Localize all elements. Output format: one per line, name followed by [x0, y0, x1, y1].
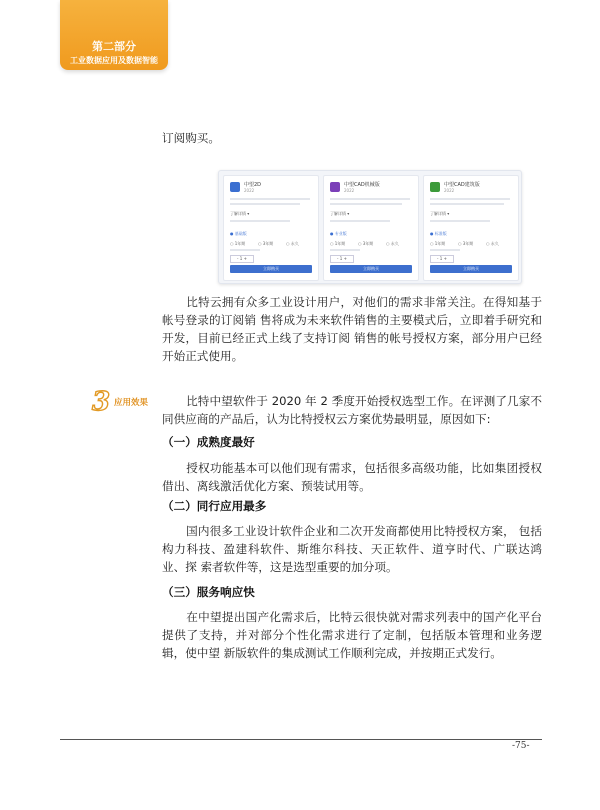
- section-part-title: 第二部分: [92, 40, 136, 53]
- adoption-text: 国内很多工业设计软件企业和二次开发商都使用比特授权方案， 包括构力科技、盈建科软件、斯维尔科技、天正软件、道亨时代、广联达鸿业、探 索者软件等，这是选型重要的加分项。: [162, 524, 542, 574]
- subheading-maturity: （一）成熟度最好: [162, 435, 255, 449]
- term-option[interactable]: ○ 1年期: [330, 241, 346, 246]
- subheading-service: （三）服务响应快: [162, 585, 255, 599]
- edition-tag[interactable]: ● 专业版: [330, 231, 347, 236]
- product-logo-icon: [330, 182, 340, 192]
- description-line: [430, 249, 460, 251]
- subheading-adoption: （二）同行应用最多: [162, 499, 267, 513]
- section-label: 应用效果: [114, 398, 149, 408]
- intro-paragraph: 订阅购买。: [162, 131, 220, 145]
- product-name: 中望2D: [244, 182, 262, 188]
- description-line: [230, 220, 290, 222]
- product-year: 2022: [444, 188, 455, 193]
- section-tab: [60, 0, 168, 70]
- customers-paragraph: [162, 293, 542, 365]
- buy-button[interactable]: 立即购买: [330, 265, 412, 273]
- edition-tag[interactable]: ● 标准版: [430, 231, 447, 236]
- product-name: 中望CAD机械版: [344, 182, 380, 188]
- term-option[interactable]: ○ 永久: [386, 241, 399, 246]
- description-line: [330, 198, 410, 200]
- description-line: [330, 249, 360, 251]
- description-line: [430, 203, 504, 205]
- term-option[interactable]: ○ 3年期: [358, 241, 374, 246]
- product-name: 中望CAD建筑版: [444, 182, 480, 188]
- term-option[interactable]: ○ 永久: [486, 241, 499, 246]
- product-card: [323, 175, 419, 281]
- description-line: [230, 203, 300, 205]
- quantity-stepper[interactable]: - 1 +: [430, 255, 454, 263]
- product-year: 2022: [244, 188, 255, 193]
- term-option[interactable]: ○ 永久: [286, 241, 299, 246]
- edition-tag[interactable]: ● 基础版: [230, 231, 247, 236]
- footer-divider: [60, 739, 542, 740]
- product-year: 2022: [344, 188, 355, 193]
- product-logo-icon: [230, 182, 240, 192]
- description-line: [430, 220, 490, 222]
- buy-button[interactable]: 立即购买: [230, 265, 312, 273]
- term-option[interactable]: ○ 1年期: [230, 241, 246, 246]
- term-option[interactable]: ○ 1年期: [430, 241, 446, 246]
- product-card: [223, 175, 319, 281]
- details-link[interactable]: 了解详情 ▾: [230, 211, 250, 216]
- description-line: [330, 220, 390, 222]
- product-screenshot: [218, 170, 522, 284]
- section-number-badge: 3: [92, 387, 111, 417]
- effect-paragraph: [162, 392, 542, 428]
- description-line: [230, 198, 310, 200]
- product-logo-icon: [430, 182, 440, 192]
- term-option[interactable]: ○ 3年期: [258, 241, 274, 246]
- maturity-text: 授权功能基本可以他们现有需求，包括很多高级功能，比如集团授权 借出、离线激活优化方案、预装试用等。: [162, 461, 542, 493]
- service-text: 在中望提出国产化需求后，比特云很快就对需求列表中的国产化平台 提供了支持，并对部分个性化需求进行了定制，包括版本管理和业务逻辑，使中望 新版软件的集成测试工作顺利完成，并按期正式发行。: [162, 610, 542, 660]
- maturity-paragraph: [162, 459, 542, 495]
- description-line: [330, 203, 402, 205]
- effect-text: 比特中望软件于 2020 年 2 季度开始授权选型工作。在评测了几家不同供应商的产品后，认为比特授权云方案优势最明显，原因如下:: [162, 394, 542, 426]
- quantity-stepper[interactable]: - 1 +: [230, 255, 254, 263]
- adoption-paragraph: [162, 522, 542, 576]
- customers-text: 比特云拥有众多工业设计用户，对他们的需求非常关注。在得知基于帐号登录的订阅销 售将成为未来软件销售的主要模式后，立即着手研究和开发，目前已经正式上线了支持订阅 销售的帐号授权方案，部分用户已经开始正式使用。: [162, 295, 542, 363]
- quantity-stepper[interactable]: - 1 +: [330, 255, 354, 263]
- description-line: [230, 249, 260, 251]
- section-subtitle: 工业数据应用及数据智能: [70, 56, 158, 65]
- buy-button[interactable]: 立即购买: [430, 265, 512, 273]
- details-link[interactable]: 了解详情 ▾: [330, 211, 350, 216]
- description-line: [430, 198, 510, 200]
- product-card: [423, 175, 519, 281]
- details-link[interactable]: 了解详情 ▾: [430, 211, 450, 216]
- term-option[interactable]: ○ 3年期: [458, 241, 474, 246]
- service-paragraph: [162, 608, 542, 662]
- page-number: -75-: [512, 741, 530, 751]
